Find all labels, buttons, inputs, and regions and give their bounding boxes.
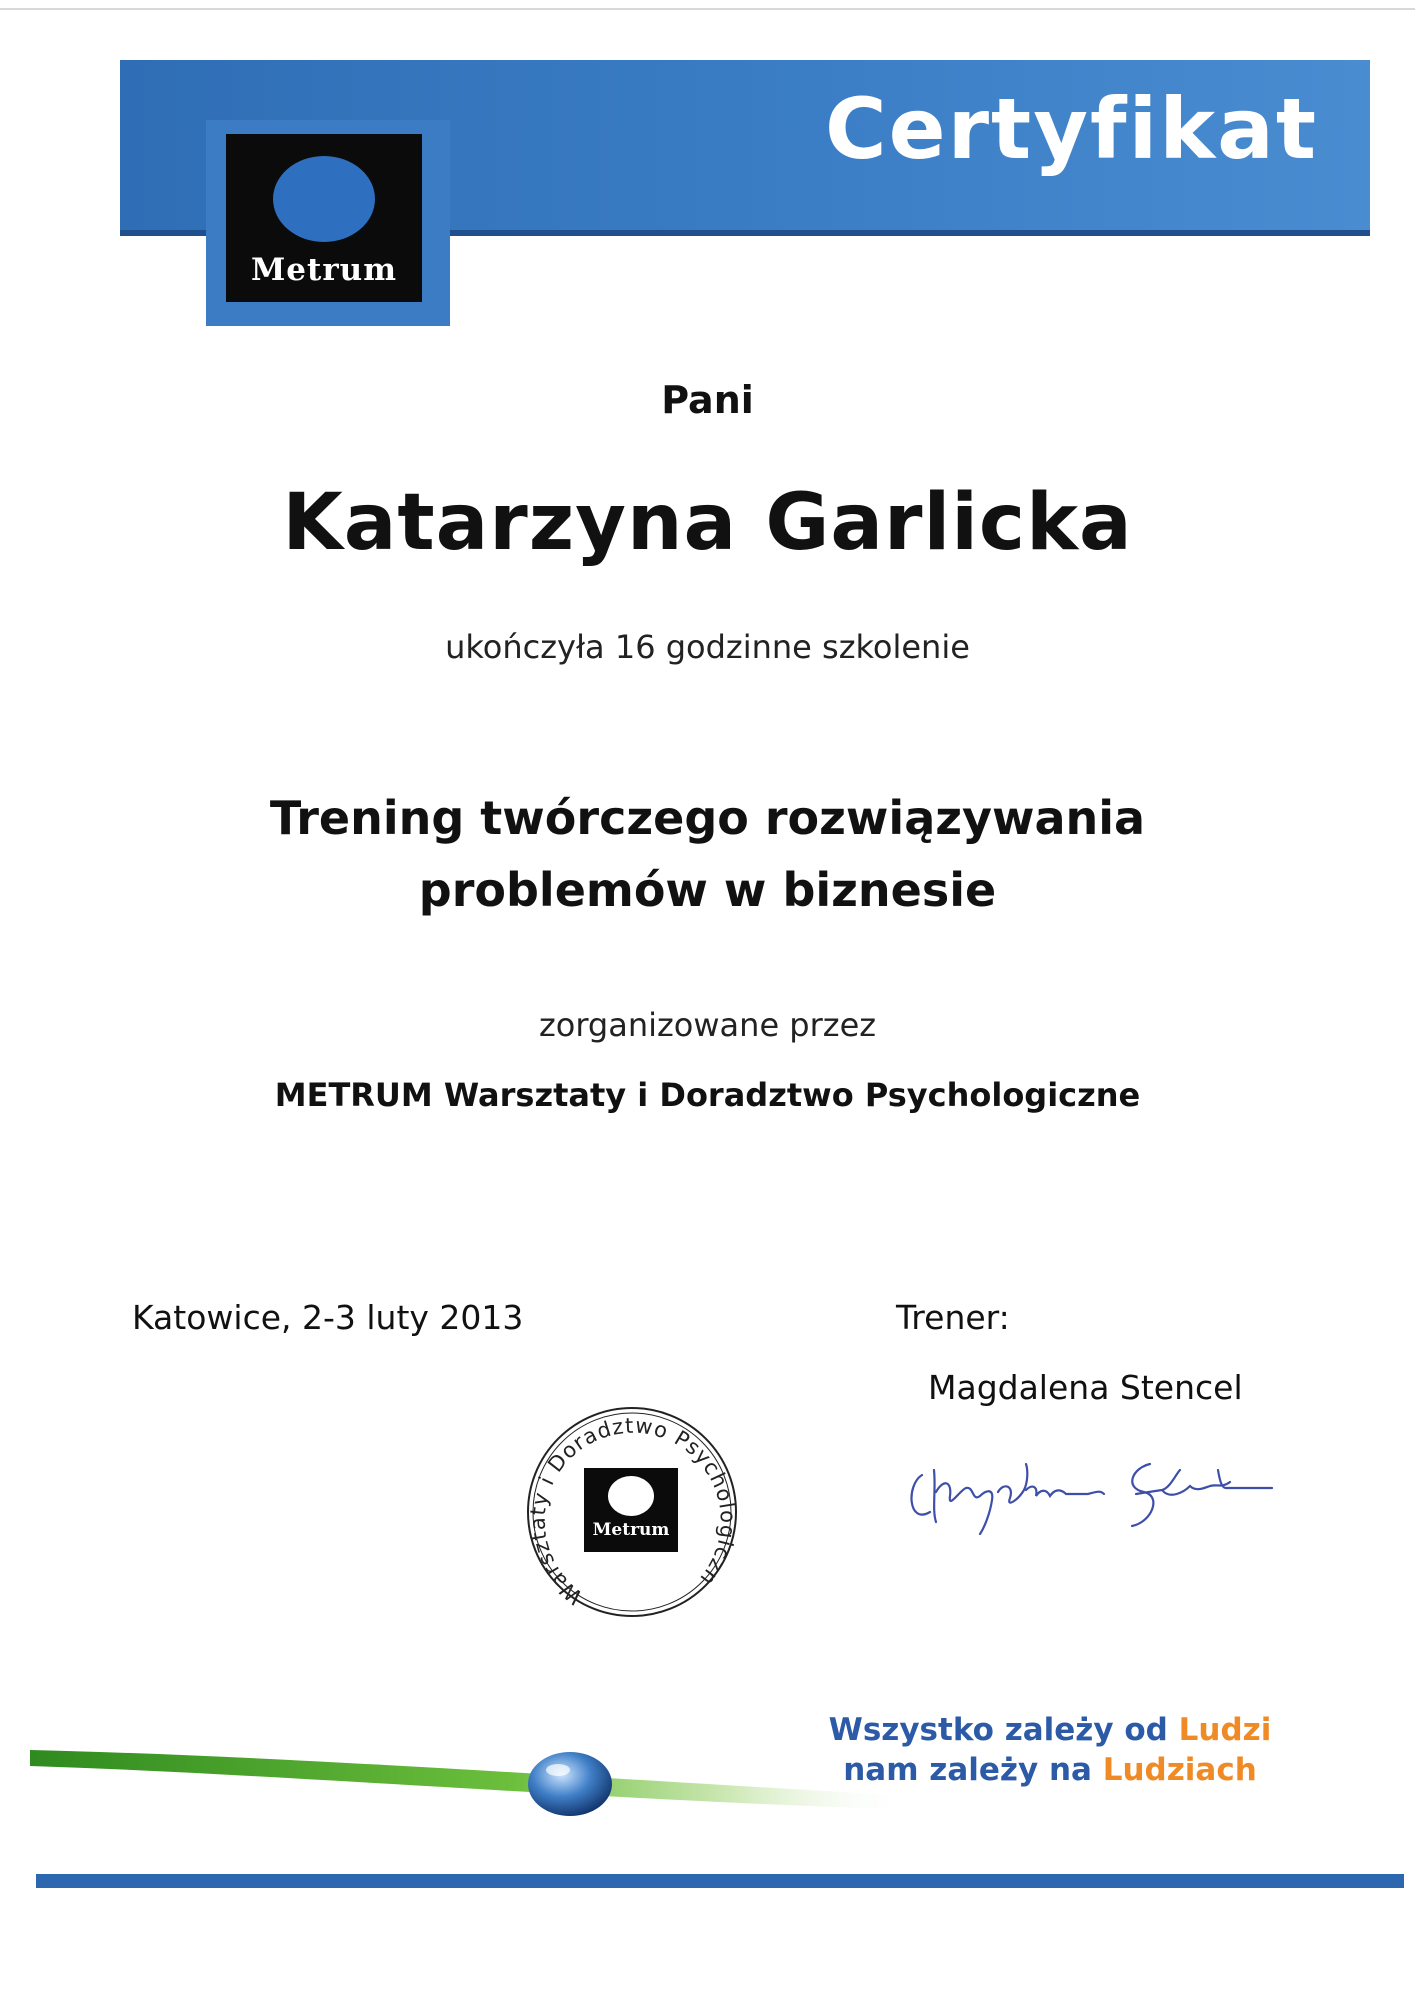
certificate-title: Certyfikat (825, 80, 1318, 178)
stamp-logo-text: Metrum (592, 1520, 670, 1540)
stamp-circle-icon (608, 1476, 654, 1516)
slogan-2-orange: Ludziach (1102, 1752, 1257, 1788)
stamp-logo (584, 1468, 678, 1552)
completion-statement: ukończyła 16 godzinne szkolenie (445, 628, 970, 666)
course-title (0, 782, 1415, 926)
slogan-1-blue: Wszystko zależy od (828, 1712, 1179, 1748)
trainer-label: Trener: (896, 1298, 1010, 1337)
logo-wordmark: Metrum (250, 252, 398, 288)
course-title-line-1: Trening twórczego rozwiązywania (269, 791, 1146, 845)
trainer-name: Magdalena Stencel (928, 1368, 1243, 1407)
logo-circle-icon (273, 156, 375, 242)
organization-stamp (524, 1404, 740, 1620)
course-title-line-2: problemów w biznesie (418, 863, 997, 917)
organized-by-label: zorganizowane przez (538, 1006, 877, 1044)
stamp-ring-text: Warsztaty i Doradztwo Psychologiczn (525, 1413, 740, 1610)
slogan-2-blue: nam zależy na (843, 1752, 1103, 1788)
footer-bar (36, 1874, 1404, 1888)
place-and-date: Katowice, 2-3 luty 2013 (132, 1298, 524, 1337)
logo-black-square (226, 134, 422, 302)
slogan-line-2 (760, 1752, 1340, 1788)
top-divider (0, 8, 1415, 10)
metrum-logo (206, 120, 450, 326)
slogan-line-1 (760, 1712, 1340, 1748)
trainer-signature (900, 1430, 1280, 1540)
organizer-name: METRUM Warsztaty i Doradztwo Psychologiczne (274, 1076, 1141, 1114)
salutation: Pani (661, 378, 754, 422)
slogan-1-orange: Ludzi (1178, 1712, 1272, 1748)
recipient-name: Katarzyna Garlicka (282, 478, 1133, 568)
